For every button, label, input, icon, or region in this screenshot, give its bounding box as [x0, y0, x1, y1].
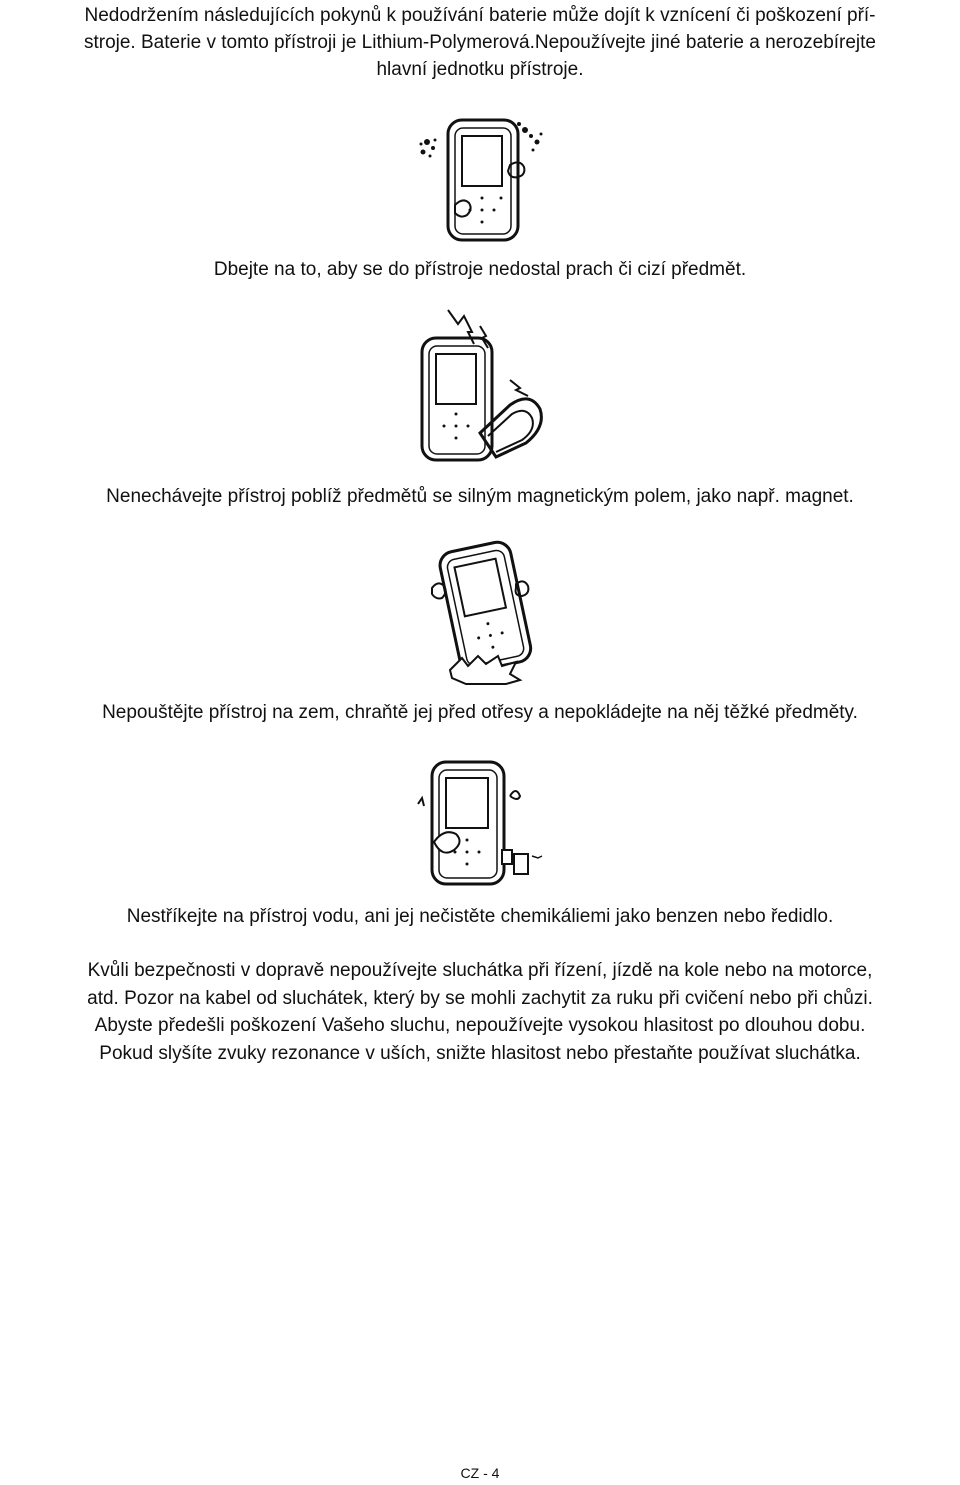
- drop-hazard-icon: [420, 540, 550, 690]
- safety-warning-line-2: atd. Pozor na kabel od sluchátek, který by se mohli zachytit za ruku při cvičení nebo při chůzi.: [87, 987, 873, 1009]
- safety-warning-line-1: Kvůli bezpečnosti v dopravě nepoužívejte sluchátka při řízení, jízdě na kole nebo na motorce,: [87, 960, 873, 981]
- caution-magnet-text: Nenechávejte přístroj poblíž předmětů se silným magnetickým polem, jako např. magnet.: [106, 486, 854, 507]
- intro-line-1: Nedodržením následujících pokynů k používání baterie může dojít k vznícení či poškození pří-: [84, 5, 876, 26]
- magnet-hazard-icon: [410, 308, 550, 463]
- safety-warning-line-3: Abyste předešli poškození Vašeho sluchu, nepoužívejte vysokou hlasitost po dlouhou dobu.: [94, 1015, 866, 1036]
- caution-liquid-text: Nestříkejte na přístroj vodu, ani jej nečistěte chemikáliemi jako benzen nebo ředidlo.: [126, 906, 834, 927]
- intro-line-3: hlavní jednotku přístroje.: [376, 59, 584, 80]
- intro-paragraph: [0, 2, 960, 83]
- liquid-hazard-icon: [410, 756, 550, 891]
- safety-warning-line-4: Pokud slyšíte zvuky rezonance v uších, snižte hlasitost nebo přestaňte používat sluchátka.: [99, 1042, 861, 1064]
- page-number: CZ - 4: [460, 1465, 500, 1481]
- safety-warning-paragraph: [0, 957, 960, 1067]
- intro-line-2: stroje. Baterie v tomto přístroji je Lithium-Polymerová.Nepoužívejte jiné baterie a nerozebírejte: [83, 32, 877, 53]
- dust-hazard-icon: [415, 110, 550, 245]
- caution-drop-text: Nepouštějte přístroj na zem, chraňtě jej před otřesy a nepokládejte na něj těžké předměty.: [102, 702, 858, 723]
- caution-dust-text: Dbejte na to, aby se do přístroje nedostal prach či cizí předmět.: [213, 259, 747, 280]
